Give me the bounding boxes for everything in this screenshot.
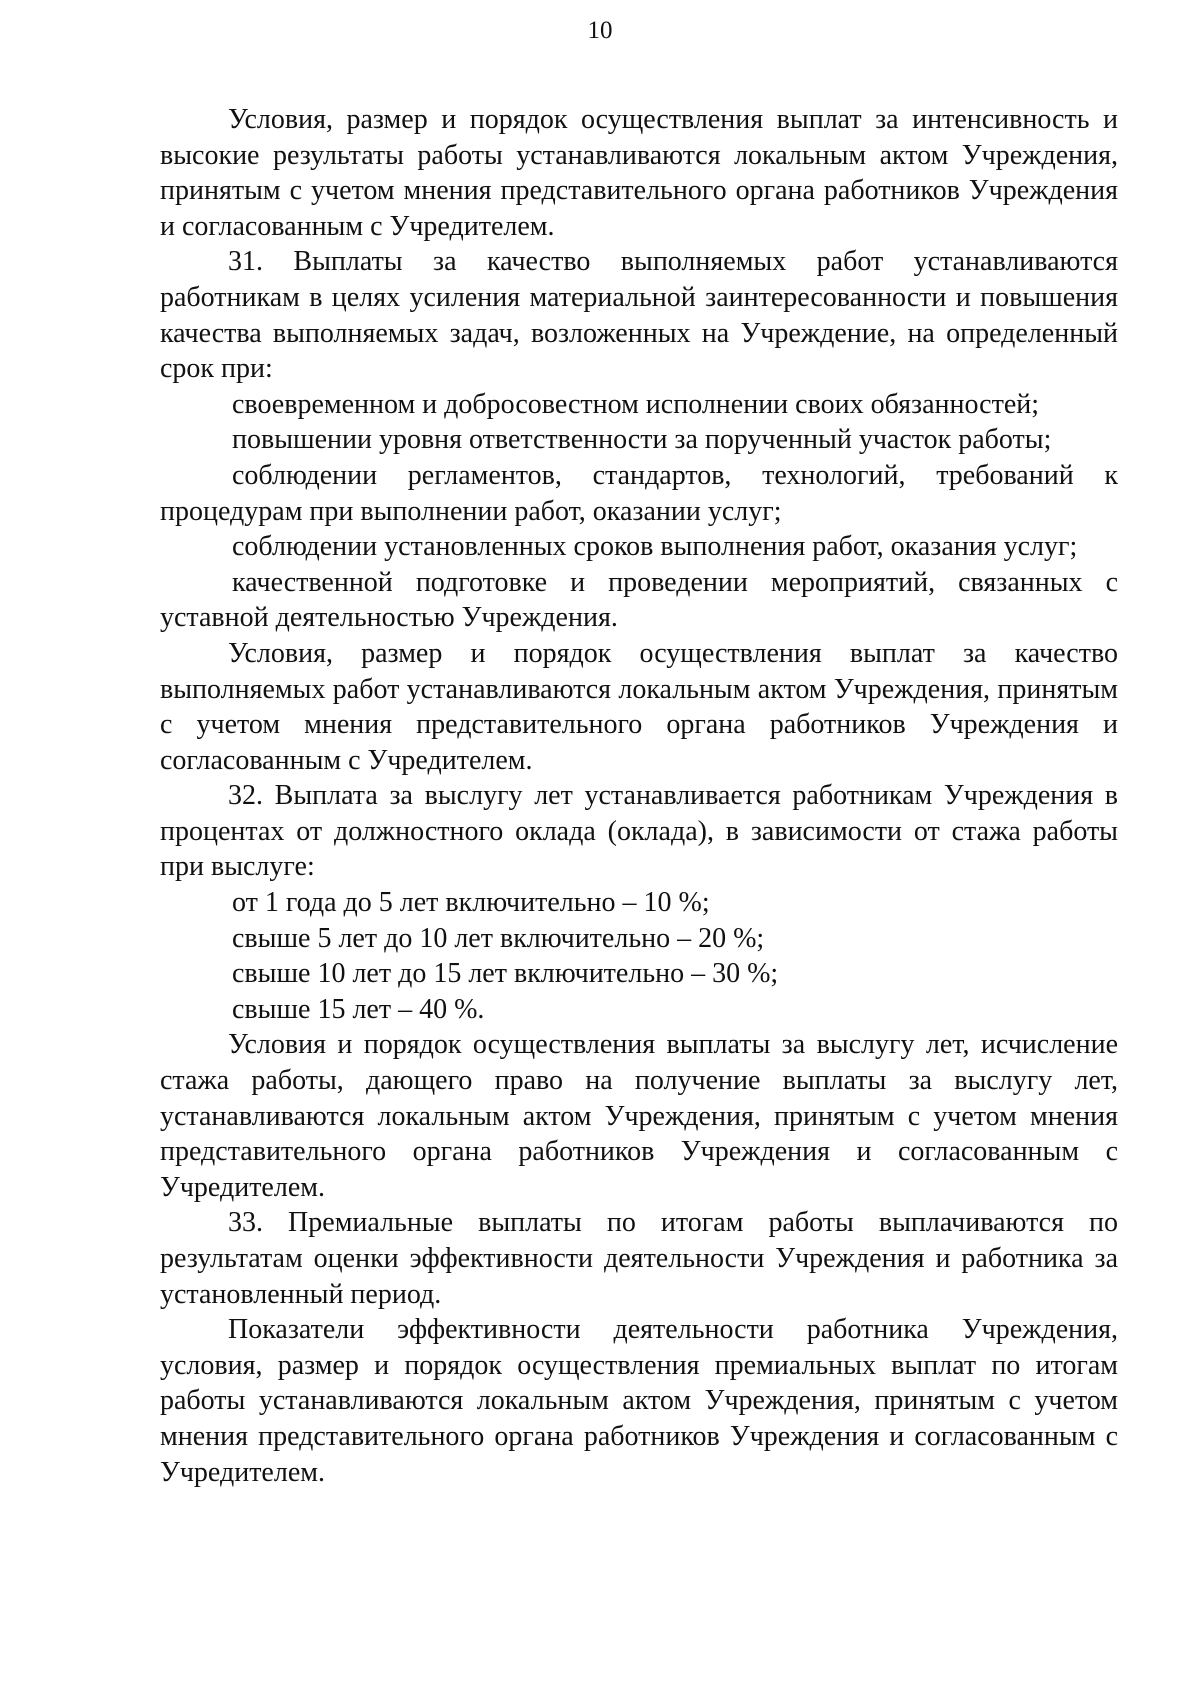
list-item: свыше 5 лет до 10 лет включительно – 20 %;	[232, 922, 765, 954]
list-item: качественной подготовке и проведении мероприятий, связанных с уставной деятельностью Учреждения.	[160, 566, 1118, 634]
paragraph-bonus-conditions: Показатели эффективности деятельности работника Учреждения, условия, размер и порядок осуществления премиальных выплат по итогам работы устанавливаются локальным актом Учреждения, принятым с учетом мнения представительного органа работников Учреждения и согласованным с Учредителем.	[160, 1314, 1118, 1488]
paragraph-intensity-payments: Условия, размер и порядок осуществления выплат за интенсивность и высокие результаты работы устанавливаются локальным актом Учреждения, принятым с учетом мнения представительного органа работников Учреждения и согласованным с Учредителем.	[160, 104, 1118, 242]
list-item: соблюдении регламентов, стандартов, технологий, требований к процедурам при выполнении работ, оказании услуг;	[160, 459, 1118, 527]
list-item: свыше 10 лет до 15 лет включительно – 30 %;	[232, 958, 779, 990]
list-item: соблюдении установленных сроков выполнения работ, оказания услуг;	[232, 531, 1078, 563]
page-number: 10	[587, 17, 613, 44]
list-item: от 1 года до 5 лет включительно – 10 %;	[232, 887, 710, 919]
paragraph-33: 33. Премиальные выплаты по итогам работы выплачиваются по результатам оценки эффективности деятельности Учреждения и работника за установленный период.	[160, 1207, 1118, 1310]
paragraph-31: 31. Выплаты за качество выполняемых работ устанавливаются работникам в целях усиления материальной заинтересованности и повышения качества выполняемых задач, возложенных на Учреждение, на определенный срок при:	[160, 246, 1118, 385]
paragraph-seniority-conditions: Условия и порядок осуществления выплаты за выслугу лет, исчисление стажа работы, дающего право на получение выплаты за выслугу лет, устанавливаются локальным актом Учреждения, принятым с учетом мнения представительного органа работников Учреждения и согласованным с Учредителем.	[160, 1029, 1118, 1203]
list-item: свыше 15 лет – 40 %.	[232, 993, 485, 1025]
list-item: повышении уровня ответственности за порученный участок работы;	[232, 424, 1052, 456]
list-item: своевременном и добросовестном исполнении своих обязанностей;	[232, 388, 1040, 420]
document-body	[160, 102, 1118, 1490]
paragraph-quality-payments-conditions: Условия, размер и порядок осуществления выплат за качество выполняемых работ устанавливаются локальным актом Учреждения, принятым с учетом мнения представительного органа работников Учреждения и согласованным с Учредителем.	[160, 637, 1118, 776]
paragraph-32: 32. Выплата за выслугу лет устанавливается работникам Учреждения в процентах от должностного оклада (оклада), в зависимости от стажа работы при выслуге:	[160, 780, 1118, 883]
